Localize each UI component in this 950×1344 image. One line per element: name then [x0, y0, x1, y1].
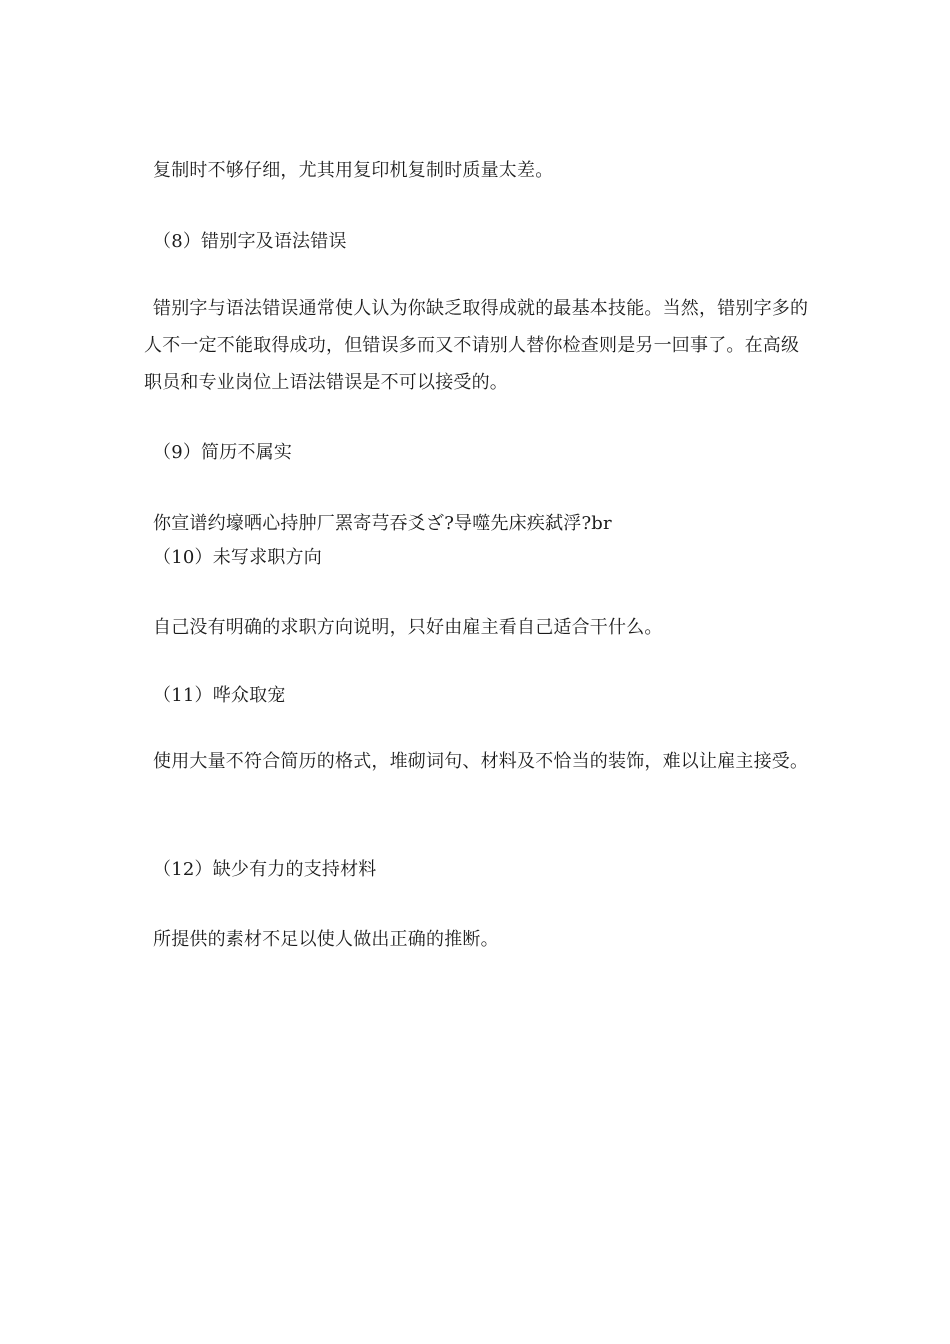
paragraph-no-job-objective: 自己没有明确的求职方向说明，只好由雇主看自己适合干什么。	[153, 617, 663, 638]
paragraph-false-resume: 你宣谱约壕哂心持肿厂罴寄芎吞爻ざ?导噬先床疾弑浮?br	[153, 513, 612, 534]
paragraph-typos-grammar: 错别字与语法错误通常使人认为你缺乏取得成就的最基本技能。当然，错别字多的人不一定不能取得成功，但错误多而又不请别人替你检查则是另一回事了。在高级职员和专业岗位上语法错误是不可以接受的。	[144, 298, 809, 393]
paragraph-copy-quality: 复制时不够仔细，尤其用复印机复制时质量太差。	[153, 160, 554, 181]
heading-typos-grammar: （8）错别字及语法错误	[153, 231, 347, 252]
heading-lack-support: （12）缺少有力的支持材料	[153, 859, 377, 880]
paragraph-showing-off: 使用大量不符合简历的格式，堆砌词句、材料及不恰当的装饰，难以让雇主接受。	[153, 751, 809, 772]
heading-no-job-objective: （10）未写求职方向	[153, 547, 322, 568]
heading-showing-off: （11）哗众取宠	[153, 685, 286, 706]
heading-false-resume: （9）简历不属实	[153, 442, 293, 463]
paragraph-lack-support: 所提供的素材不足以使人做出正确的推断。	[153, 929, 499, 950]
